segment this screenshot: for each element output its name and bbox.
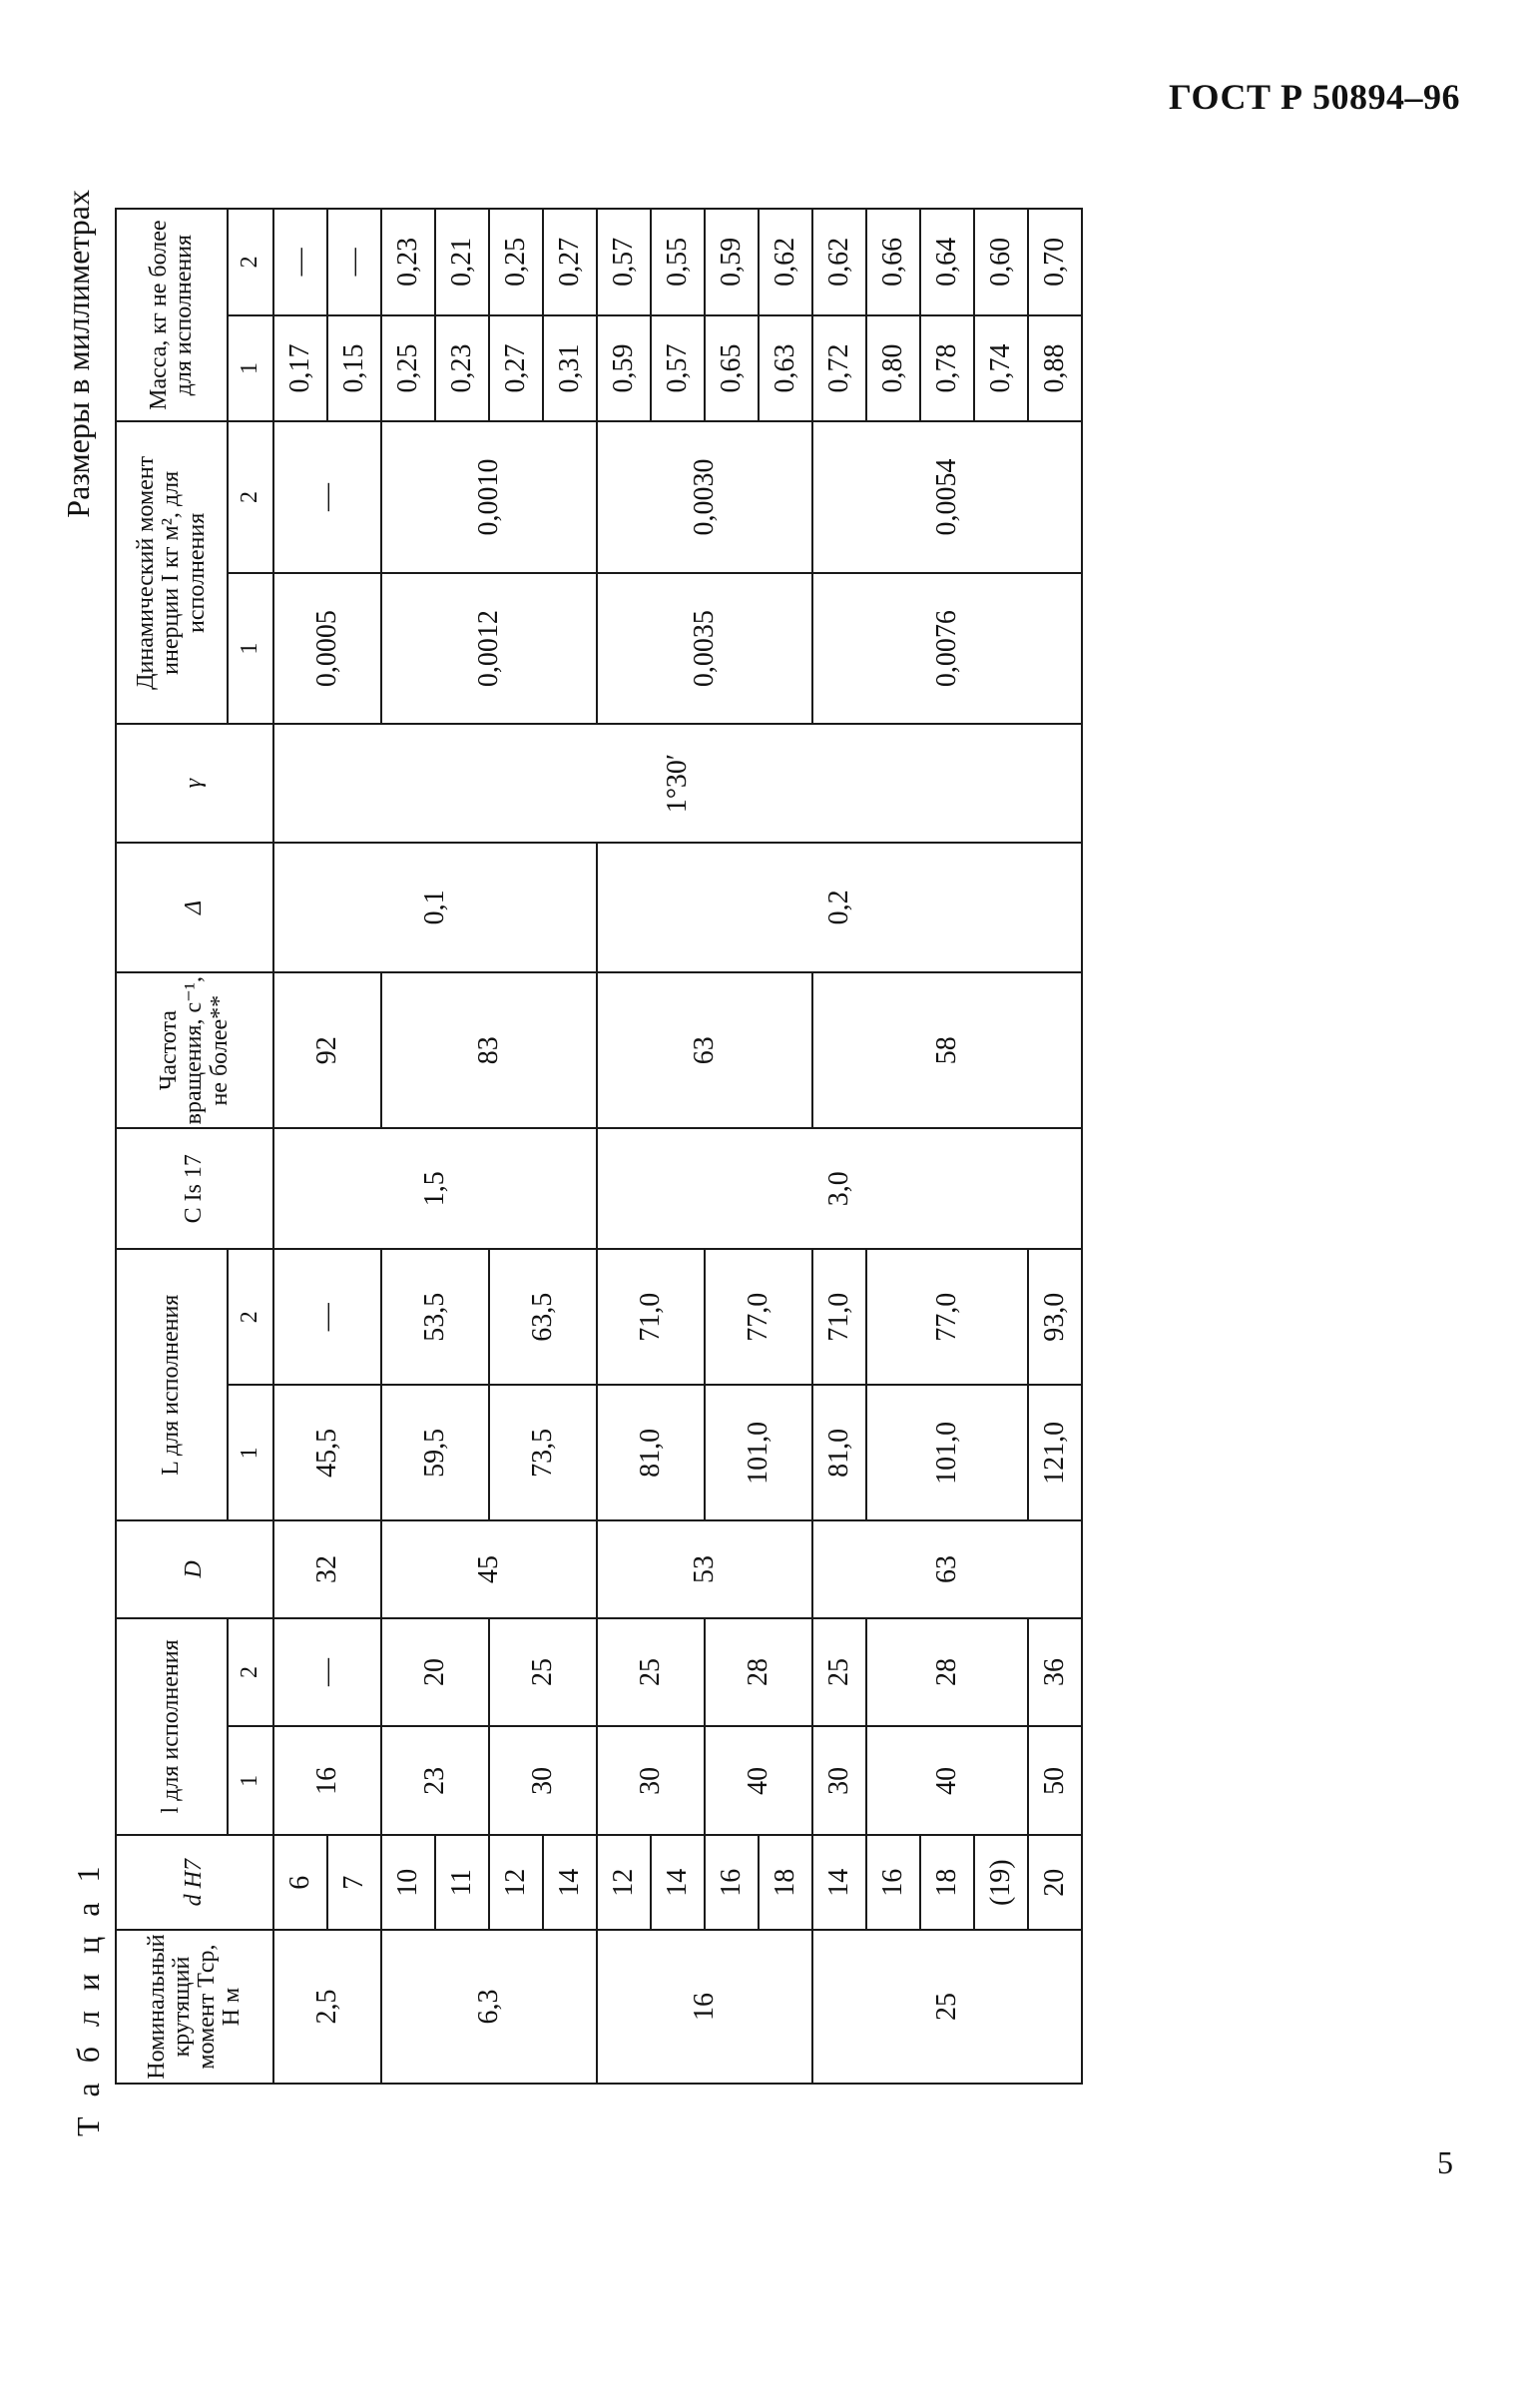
l2-cell: 25 [812,1618,866,1727]
l1-cell: 16 [273,1726,381,1835]
l1-cell: 30 [812,1726,866,1835]
l2-cell: 36 [1028,1618,1082,1727]
L1-cell: 101,0 [866,1385,1028,1520]
inertia1-cell: 0,0076 [812,573,1082,725]
mass1-cell: 0,25 [381,315,435,422]
l2-cell: 25 [489,1618,597,1727]
L1-cell: 121,0 [1028,1385,1082,1520]
L1-cell: 59,5 [381,1385,489,1520]
mass1-cell: 0,27 [489,315,543,422]
L1-cell: 81,0 [812,1385,866,1520]
header-L-v2: 2 [228,1249,273,1385]
header-L: L для исполнения [116,1249,228,1520]
header-l-v1: 1 [228,1726,273,1835]
mass1-cell: 0,78 [920,315,974,422]
L2-cell: 71,0 [812,1249,866,1385]
header-l-v2: 2 [228,1618,273,1727]
inertia2-cell: 0,0054 [812,421,1082,573]
d-cell: 16 [705,1835,759,1930]
mass2-cell: 0,59 [705,209,759,315]
d-cell: 10 [381,1835,435,1930]
header-D: D [116,1520,273,1617]
mass1-cell: 0,23 [435,315,489,422]
l2-cell: 20 [381,1618,489,1727]
l1-cell: 50 [1028,1726,1082,1835]
L1-cell: 81,0 [597,1385,705,1520]
inertia1-cell: 0,0005 [273,573,381,725]
table-row [597,209,651,2084]
mass1-cell: 0,65 [705,315,759,422]
mass2-cell: — [327,209,381,315]
header-mass-v1: 1 [228,315,273,422]
mass1-cell: 0,15 [327,315,381,422]
mass2-cell: 0,64 [920,209,974,315]
mass2-cell: 0,70 [1028,209,1082,315]
d-cell: 18 [920,1835,974,1930]
units-note: Размеры в миллиметрах [60,190,96,518]
torque-cell: 6,3 [381,1930,597,2084]
header-inertia-v1: 1 [228,573,273,725]
header-frequency: Частота вращения, с⁻¹, не более** [116,972,273,1128]
d-cell: 14 [812,1835,866,1930]
D-cell: 53 [597,1520,812,1617]
mass2-cell: 0,57 [597,209,651,315]
header-mass: Масса, кг не более для исполнения [116,209,228,421]
frequency-cell: 58 [812,972,1082,1128]
mass2-cell: 0,27 [543,209,597,315]
mass1-cell: 0,17 [273,315,327,422]
mass1-cell: 0,80 [866,315,920,422]
mass2-cell: 0,60 [974,209,1028,315]
mass2-cell: 0,25 [489,209,543,315]
C-cell: 1,5 [273,1128,597,1249]
frequency-cell: 83 [381,972,597,1128]
mass1-cell: 0,57 [651,315,705,422]
mass2-cell: 0,62 [759,209,812,315]
L2-cell: 71,0 [597,1249,705,1385]
header-delta: Δ [116,843,273,972]
l1-cell: 40 [866,1726,1028,1835]
header-mass-v2: 2 [228,209,273,315]
header-d: d H7 [116,1835,273,1930]
standard-header: ГОСТ Р 50894–96 [1169,77,1460,117]
d-cell: 16 [866,1835,920,1930]
d-cell: 20 [1028,1835,1082,1930]
torque-cell: 16 [597,1930,812,2084]
table-row [273,209,327,2084]
frequency-cell: 63 [597,972,812,1128]
page-number: 5 [1437,2144,1453,2180]
header-l: l для исполнения [116,1618,228,1836]
mass2-cell: 0,21 [435,209,489,315]
table-caption: Т а б л и ц а 1 [70,1860,106,2136]
mass1-cell: 0,74 [974,315,1028,422]
L1-cell: 73,5 [489,1385,597,1520]
mass2-cell: 0,66 [866,209,920,315]
d-cell: 12 [489,1835,543,1930]
gamma-cell: 1°30′ [273,724,1082,842]
delta-cell: 0,2 [597,843,1082,972]
torque-cell: 2,5 [273,1930,381,2084]
l1-cell: 30 [489,1726,597,1835]
inertia2-cell: — [273,421,381,573]
l2-cell: — [273,1618,381,1727]
L2-cell: 93,0 [1028,1249,1082,1385]
mass2-cell: 0,23 [381,209,435,315]
D-cell: 45 [381,1520,597,1617]
L1-cell: 101,0 [705,1385,812,1520]
rotated-table-block [60,190,1477,2136]
d-cell: 14 [651,1835,705,1930]
inertia1-cell: 0,0012 [381,573,597,725]
header-inertia-v2: 2 [228,421,273,573]
mass2-cell: 0,62 [812,209,866,315]
d-cell: 12 [597,1835,651,1930]
frequency-cell: 92 [273,972,381,1128]
L2-cell: 63,5 [489,1249,597,1385]
inertia2-cell: 0,0010 [381,421,597,573]
L2-cell: 53,5 [381,1249,489,1385]
coupling-spec-table [115,208,1083,2085]
D-cell: 63 [812,1520,1082,1617]
mass1-cell: 0,31 [543,315,597,422]
l1-cell: 23 [381,1726,489,1835]
mass1-cell: 0,63 [759,315,812,422]
header-gamma: γ [116,724,273,842]
d-cell: 7 [327,1835,381,1930]
D-cell: 32 [273,1520,381,1617]
d-cell: (19) [974,1835,1028,1930]
l2-cell: 28 [866,1618,1028,1727]
L2-cell: 77,0 [705,1249,812,1385]
mass2-cell: 0,55 [651,209,705,315]
l2-cell: 28 [705,1618,812,1727]
header-L-v1: 1 [228,1385,273,1520]
header-C: C Is 17 [116,1128,273,1249]
L1-cell: 45,5 [273,1385,381,1520]
mass2-cell: — [273,209,327,315]
mass1-cell: 0,72 [812,315,866,422]
L2-cell: — [273,1249,381,1385]
C-cell: 3,0 [597,1128,1082,1249]
l2-cell: 25 [597,1618,705,1727]
d-cell: 18 [759,1835,812,1930]
d-cell: 6 [273,1835,327,1930]
l1-cell: 30 [597,1726,705,1835]
inertia2-cell: 0,0030 [597,421,812,573]
d-cell: 11 [435,1835,489,1930]
delta-cell: 0,1 [273,843,597,972]
torque-cell: 25 [812,1930,1082,2084]
L2-cell: 77,0 [866,1249,1028,1385]
header-torque: Номинальный крутящий момент Tср, Н м [116,1930,273,2084]
l1-cell: 40 [705,1726,812,1835]
inertia1-cell: 0,0035 [597,573,812,725]
mass1-cell: 0,59 [597,315,651,422]
d-cell: 14 [543,1835,597,1930]
mass1-cell: 0,88 [1028,315,1082,422]
header-inertia: Динамический момент инерции I кг м², для исполнения [116,421,228,724]
